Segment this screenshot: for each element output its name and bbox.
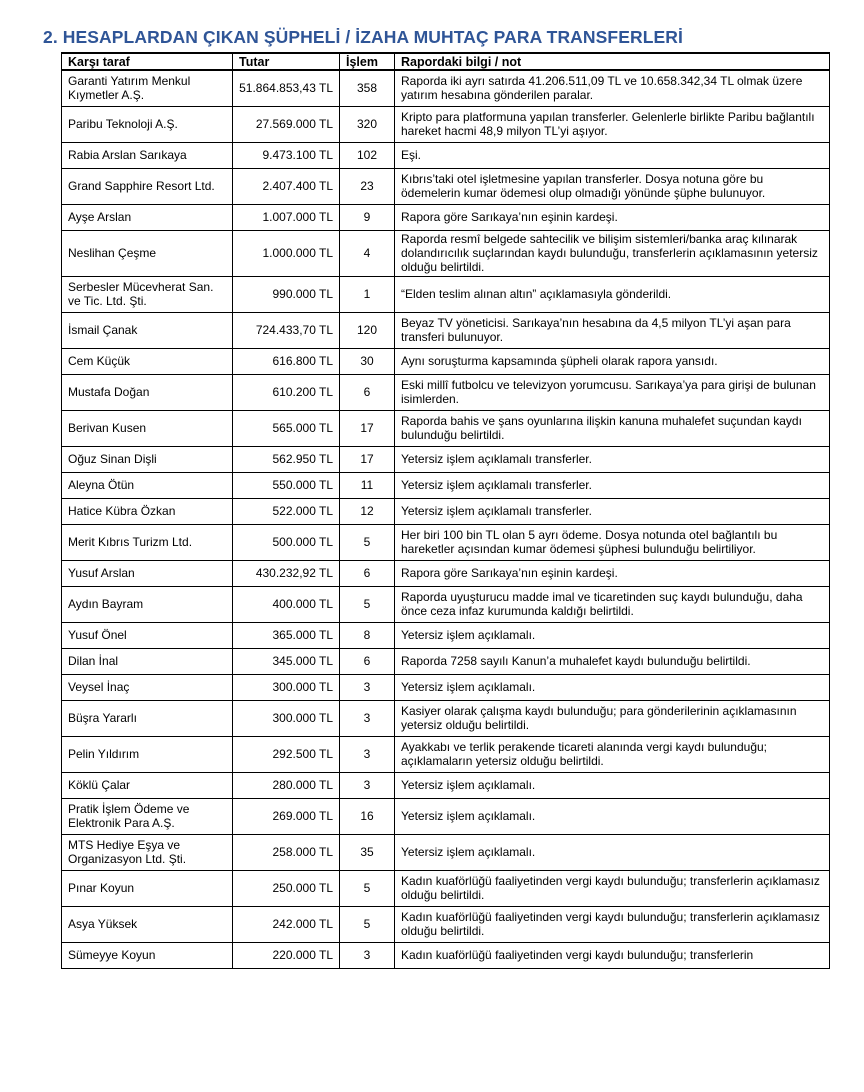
- header-count: İşlem: [340, 53, 395, 70]
- cell-note: Rapora göre Sarıkaya’nın eşinin kardeşi.: [395, 560, 830, 586]
- cell-count: 6: [340, 560, 395, 586]
- cell-note: Yetersiz işlem açıklamalı.: [395, 772, 830, 798]
- cell-party: Garanti Yatırım Menkul Kıymetler A.Ş.: [62, 70, 233, 106]
- cell-amount: 522.000 TL: [233, 498, 340, 524]
- cell-note: Kasiyer olarak çalışma kaydı bulunduğu; para gönderilerinin açıklamasının yetersiz olduğu belirtildi.: [395, 700, 830, 736]
- cell-amount: 269.000 TL: [233, 798, 340, 834]
- table-row: [62, 70, 830, 106]
- table-row: [62, 798, 830, 834]
- cell-note: Yetersiz işlem açıklamalı transferler.: [395, 472, 830, 498]
- cell-amount: 616.800 TL: [233, 348, 340, 374]
- cell-count: 8: [340, 622, 395, 648]
- cell-amount: 250.000 TL: [233, 870, 340, 906]
- table-row: [62, 142, 830, 168]
- cell-count: 11: [340, 472, 395, 498]
- cell-count: 17: [340, 410, 395, 446]
- cell-party: Köklü Çalar: [62, 772, 233, 798]
- cell-party: Pınar Koyun: [62, 870, 233, 906]
- cell-count: 17: [340, 446, 395, 472]
- cell-count: 5: [340, 524, 395, 560]
- cell-count: 6: [340, 374, 395, 410]
- cell-note: Rapora göre Sarıkaya’nın eşinin kardeşi.: [395, 204, 830, 230]
- cell-count: 9: [340, 204, 395, 230]
- cell-count: 23: [340, 168, 395, 204]
- cell-party: Grand Sapphire Resort Ltd.: [62, 168, 233, 204]
- cell-note: Her biri 100 bin TL olan 5 ayrı ödeme. Dosya notunda otel bağlantılı bu hareketler açısından kumar ödemesi şüphesi bulunduğu belirtiliyor.: [395, 524, 830, 560]
- cell-count: 5: [340, 906, 395, 942]
- table-row: [62, 648, 830, 674]
- cell-party: Veysel İnaç: [62, 674, 233, 700]
- cell-amount: 610.200 TL: [233, 374, 340, 410]
- cell-party: Merit Kıbrıs Turizm Ltd.: [62, 524, 233, 560]
- cell-note: Eski millî futbolcu ve televizyon yorumcusu. Sarıkaya’ya para girişi de bulunan isimlerden.: [395, 374, 830, 410]
- cell-amount: 565.000 TL: [233, 410, 340, 446]
- cell-count: 1: [340, 276, 395, 312]
- table-row: [62, 498, 830, 524]
- cell-amount: 9.473.100 TL: [233, 142, 340, 168]
- cell-party: Aleyna Ötün: [62, 472, 233, 498]
- cell-note: Beyaz TV yöneticisi. Sarıkaya’nın hesabına da 4,5 milyon TL’yi aşan para transferi bulunuyor.: [395, 312, 830, 348]
- cell-note: Aynı soruşturma kapsamında şüpheli olarak rapora yansıdı.: [395, 348, 830, 374]
- table-row: [62, 674, 830, 700]
- cell-amount: 562.950 TL: [233, 446, 340, 472]
- cell-amount: 500.000 TL: [233, 524, 340, 560]
- table-row: [62, 230, 830, 276]
- table-row: [62, 870, 830, 906]
- cell-party: Berivan Kusen: [62, 410, 233, 446]
- cell-note: Yetersiz işlem açıklamalı transferler.: [395, 498, 830, 524]
- cell-note: “Elden teslim alınan altın” açıklamasıyla gönderildi.: [395, 276, 830, 312]
- cell-count: 6: [340, 648, 395, 674]
- cell-amount: 550.000 TL: [233, 472, 340, 498]
- cell-party: MTS Hediye Eşya ve Organizasyon Ltd. Şti.: [62, 834, 233, 870]
- cell-note: Kripto para platformuna yapılan transferler. Gelenlerle birlikte Paribu bağlantılı hareket hacmi 48,9 milyon TL’yi aşıyor.: [395, 106, 830, 142]
- cell-amount: 2.407.400 TL: [233, 168, 340, 204]
- cell-count: 102: [340, 142, 395, 168]
- table-row: [62, 168, 830, 204]
- cell-amount: 1.007.000 TL: [233, 204, 340, 230]
- cell-count: 120: [340, 312, 395, 348]
- section-title: 2. HESAPLARDAN ÇIKAN ŞÜPHELİ / İZAHA MUHTAÇ PARA TRANSFERLERİ: [43, 27, 683, 47]
- cell-amount: 990.000 TL: [233, 276, 340, 312]
- table-row: [62, 446, 830, 472]
- cell-party: Yusuf Arslan: [62, 560, 233, 586]
- cell-note: Raporda uyuşturucu madde imal ve ticaretinden suç kaydı bulunduğu, daha önce ceza infaz kurumunda kaldığı belirtildi.: [395, 586, 830, 622]
- cell-count: 5: [340, 586, 395, 622]
- table-row: [62, 524, 830, 560]
- cell-note: Kadın kuaförlüğü faaliyetinden vergi kaydı bulunduğu; transferlerin açıklamasız olduğu belirtildi.: [395, 906, 830, 942]
- cell-amount: 280.000 TL: [233, 772, 340, 798]
- cell-party: Oğuz Sinan Dişli: [62, 446, 233, 472]
- cell-note: Raporda resmî belgede sahtecilik ve bilişim sistemleri/banka araç kılınarak dolandırıcılık suçlarından kaydı bulunduğu, transferlerin açıklamasının yetersiz olduğu belirtildi.: [395, 230, 830, 276]
- cell-note: Raporda bahis ve şans oyunlarına ilişkin kanuna muhalefet suçundan kaydı bulunduğu belirtildi.: [395, 410, 830, 446]
- cell-amount: 258.000 TL: [233, 834, 340, 870]
- cell-amount: 27.569.000 TL: [233, 106, 340, 142]
- table-row: [62, 772, 830, 798]
- cell-amount: 300.000 TL: [233, 674, 340, 700]
- cell-party: Mustafa Doğan: [62, 374, 233, 410]
- cell-party: Asya Yüksek: [62, 906, 233, 942]
- cell-count: 358: [340, 70, 395, 106]
- cell-note: Kadın kuaförlüğü faaliyetinden vergi kaydı bulunduğu; transferlerin: [395, 942, 830, 968]
- cell-party: Pelin Yıldırım: [62, 736, 233, 772]
- cell-party: Cem Küçük: [62, 348, 233, 374]
- cell-amount: 400.000 TL: [233, 586, 340, 622]
- cell-party: Rabia Arslan Sarıkaya: [62, 142, 233, 168]
- cell-count: 30: [340, 348, 395, 374]
- transfers-table: [61, 52, 830, 969]
- cell-count: 12: [340, 498, 395, 524]
- table-row: [62, 276, 830, 312]
- table-row: [62, 700, 830, 736]
- cell-note: Kadın kuaförlüğü faaliyetinden vergi kaydı bulunduğu; transferlerin açıklamasız olduğu belirtildi.: [395, 870, 830, 906]
- cell-count: 4: [340, 230, 395, 276]
- cell-amount: 51.864.853,43 TL: [233, 70, 340, 106]
- cell-amount: 220.000 TL: [233, 942, 340, 968]
- header-note: Rapordaki bilgi / not: [395, 53, 830, 70]
- table-row: [62, 374, 830, 410]
- cell-party: Hatice Kübra Özkan: [62, 498, 233, 524]
- cell-amount: 430.232,92 TL: [233, 560, 340, 586]
- table-row: [62, 586, 830, 622]
- cell-party: Aydın Bayram: [62, 586, 233, 622]
- cell-count: 3: [340, 942, 395, 968]
- cell-count: 320: [340, 106, 395, 142]
- header-amount: Tutar: [233, 53, 340, 70]
- table-row: [62, 942, 830, 968]
- cell-party: Neslihan Çeşme: [62, 230, 233, 276]
- cell-party: İsmail Çanak: [62, 312, 233, 348]
- cell-amount: 724.433,70 TL: [233, 312, 340, 348]
- table-row: [62, 472, 830, 498]
- cell-note: Raporda 7258 sayılı Kanun’a muhalefet kaydı bulunduğu belirtildi.: [395, 648, 830, 674]
- cell-amount: 365.000 TL: [233, 622, 340, 648]
- cell-count: 16: [340, 798, 395, 834]
- cell-note: Yetersiz işlem açıklamalı.: [395, 798, 830, 834]
- cell-count: 35: [340, 834, 395, 870]
- cell-amount: 1.000.000 TL: [233, 230, 340, 276]
- cell-note: Yetersiz işlem açıklamalı.: [395, 674, 830, 700]
- cell-party: Dilan İnal: [62, 648, 233, 674]
- table-row: [62, 410, 830, 446]
- cell-count: 3: [340, 736, 395, 772]
- cell-party: Pratik İşlem Ödeme ve Elektronik Para A.Ş.: [62, 798, 233, 834]
- table-row: [62, 736, 830, 772]
- cell-count: 3: [340, 700, 395, 736]
- cell-count: 3: [340, 772, 395, 798]
- cell-party: Ayşe Arslan: [62, 204, 233, 230]
- cell-amount: 345.000 TL: [233, 648, 340, 674]
- cell-amount: 242.000 TL: [233, 906, 340, 942]
- header-party: Karşı taraf: [62, 53, 233, 70]
- cell-note: Eşi.: [395, 142, 830, 168]
- cell-note: Yetersiz işlem açıklamalı transferler.: [395, 446, 830, 472]
- table-row: [62, 834, 830, 870]
- cell-party: Büşra Yararlı: [62, 700, 233, 736]
- cell-note: Ayakkabı ve terlik perakende ticareti alanında vergi kaydı bulunduğu; açıklamaların yetersiz olduğu belirtildi.: [395, 736, 830, 772]
- cell-party: Serbesler Mücevherat San. ve Tic. Ltd. Şti.: [62, 276, 233, 312]
- cell-amount: 292.500 TL: [233, 736, 340, 772]
- cell-count: 5: [340, 870, 395, 906]
- table-row: [62, 348, 830, 374]
- table-row: [62, 622, 830, 648]
- cell-party: Yusuf Önel: [62, 622, 233, 648]
- cell-note: Kıbrıs’taki otel işletmesine yapılan transferler. Dosya notuna göre bu ödemelerin kumar ödemesi olup olmadığı yönünde şüphe bulunuyor.: [395, 168, 830, 204]
- cell-note: Yetersiz işlem açıklamalı.: [395, 834, 830, 870]
- cell-note: Raporda iki ayrı satırda 41.206.511,09 TL ve 10.658.342,34 TL olmak üzere yatırım hesabına gönderilen paralar.: [395, 70, 830, 106]
- cell-party: Paribu Teknoloji A.Ş.: [62, 106, 233, 142]
- table-row: [62, 560, 830, 586]
- table-row: [62, 906, 830, 942]
- table-row: [62, 312, 830, 348]
- cell-party: Sümeyye Koyun: [62, 942, 233, 968]
- table-header-row: [62, 53, 830, 70]
- table-body: [62, 70, 830, 968]
- cell-count: 3: [340, 674, 395, 700]
- table-row: [62, 106, 830, 142]
- cell-amount: 300.000 TL: [233, 700, 340, 736]
- cell-note: Yetersiz işlem açıklamalı.: [395, 622, 830, 648]
- table-row: [62, 204, 830, 230]
